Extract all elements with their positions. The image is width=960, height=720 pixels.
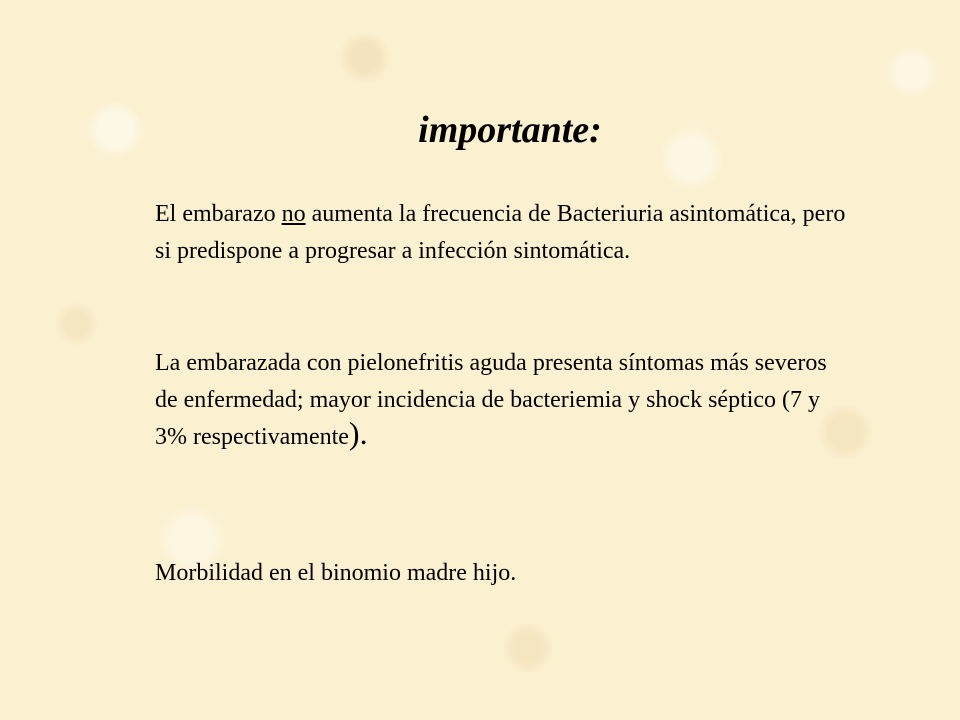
paragraph-1-start: El embarazo	[155, 201, 282, 227]
paragraph-pregnancy-bacteriuria	[155, 196, 855, 270]
slide-title: importante:	[418, 109, 602, 151]
paragraph-2-closing: ).	[348, 415, 368, 451]
underlined-word-no: no	[281, 201, 306, 227]
paragraph-pyelonephritis	[155, 345, 855, 456]
paragraph-1-end: aumenta la frecuencia de Bacteriuria asintomática, pero si predispone a progresar a infección sintomática.	[155, 201, 846, 264]
paragraph-2-text: La embarazada con pielonefritis aguda presenta síntomas más severos de enfermedad; mayor incidencia de bacteriemia y shock séptico (7 y 3% respectivamente	[155, 350, 827, 450]
paragraph-morbidity: Morbilidad en el binomio madre hijo.	[155, 560, 517, 586]
